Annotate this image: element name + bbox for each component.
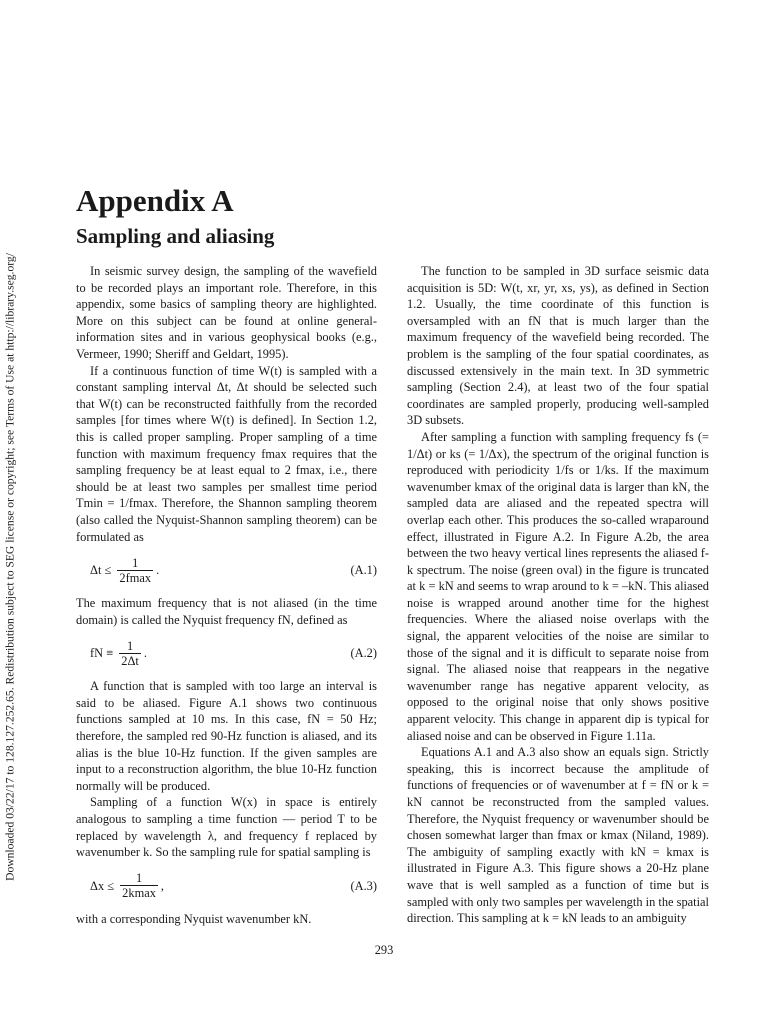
equation-a3-tail: , bbox=[160, 878, 165, 893]
page-number: 293 bbox=[374, 943, 394, 957]
equation-a1-lhs: Δt ≤ bbox=[90, 562, 115, 577]
right-paragraph-3: Equations A.1 and A.3 also show an equals sign. Strictly speaking, this is incorrect because the amplitude of functions of frequencies or of wavenumber at f = fN or k = kN cannot be reconstructed from the sampled values. Therefore, the Nyquist frequency or wavenumber should be chosen somewhat larger than fmax or kmax (Niland, 1989). The ambiguity of sampling exactly with kN = kmax is illustrated in Figure A.3. This figure shows a 20-Hz plane wave that is well sampled as a function of time but is sampled with only two samples per wavelength in the spatial direction. This sampling at k = kN leads to an ambiguity bbox=[407, 745, 709, 926]
right-column bbox=[407, 263, 709, 927]
right-paragraph-2: After sampling a function with sampling frequency fs (= 1/Δt) or ks (= 1/Δx), the spectrum of the original function is reproduced with periodicity 1/fs or 1/ks. If the maximum wavenumber kmax of the original data is larger than kN, the sampled data are aliased and the repeated spectra will overlap each other. This produces the so-called wraparound effect, illustrated in Figure A.2. In Figure A.2b, the area between the two heavy vertical lines represents the aliased f-k spectrum. The noise (green oval) in the figure is truncated at k = kN and seems to wrap around to k = –kN. This aliased noise is wrapped around another time for the highest frequencies. Where the aliased noise overlaps with the signal, the apparent velocities of the noise are similar to those of the signal and it is difficult to separate noise from signal. The aliased noise that reappears in the negative wavenumber range has negative apparent velocity, as opposed to the original noise that only shows positive apparent velocity. This change in apparent dip is typical for aliased noise and can be observed in Figure 1.11a. bbox=[407, 429, 709, 743]
left-paragraph-4: A function that is sampled with too large an interval is said to be aliased. Figure A.1 shows two continuous functions sampled at 10 ms. In this case, fN = 50 Hz; therefore, the sampled red 90-Hz function is aliased, and its alias is the blue 10-Hz function. If the given samples are input to a reconstruction algorithm, the blue 10-Hz function normally will be produced. bbox=[76, 679, 377, 793]
equation-a1-label: (A.1) bbox=[350, 563, 377, 578]
equation-a2-numerator: 1 bbox=[126, 638, 134, 653]
equation-a1-fraction bbox=[117, 556, 153, 585]
equation-a2-denominator: 2Δt bbox=[121, 653, 139, 668]
download-notice-text: Downloaded 03/22/17 to 128.127.252.65. Redistribution subject to SEG license or copyright; see Terms of Use at http://library.seg.org/ bbox=[3, 253, 17, 881]
equation-a2-lhs: fN ≡ bbox=[90, 645, 117, 660]
equation-a1-numerator: 1 bbox=[132, 555, 139, 570]
equation-a1-denominator: 2fmax bbox=[119, 570, 152, 585]
left-paragraph-1: In seismic survey design, the sampling of the wavefield to be recorded plays an important role. Therefore, in this appendix, some basics of sampling theory are highlighted. More on this subject can be found at online general-information sites and in various geophysical books (e.g., Vermeer, 1990; Sheriff and Geldart, 1995). bbox=[76, 264, 377, 361]
appendix-title: Appendix A bbox=[76, 183, 234, 218]
left-column bbox=[76, 263, 377, 927]
equation-a2-tail: . bbox=[143, 645, 147, 660]
left-paragraph-6: with a corresponding Nyquist wavenumber kN. bbox=[76, 911, 312, 926]
equation-a2 bbox=[76, 634, 377, 672]
equation-a1 bbox=[76, 551, 377, 589]
left-paragraph-2: If a continuous function of time W(t) is sampled with a constant sampling interval Δt, Δt should be selected such that W(t) can be reconstructed faithfully from the recorded samples [for times where W(t) is defined]. In Section 1.2, this is called proper sampling. Proper sampling of a time function with maximum frequency fmax requires that the sampling frequency be at least equal to 2 fmax, i.e., there should be at least two samples per smallest time period Tmin = 1/fmax. Therefore, the Shannon sampling theorem (also called the Nyquist-Shannon sampling theorem) can be formulated as bbox=[76, 363, 377, 544]
equation-a2-fraction bbox=[119, 639, 141, 668]
equation-a3-numerator: 1 bbox=[135, 871, 143, 886]
download-notice bbox=[0, 0, 20, 1024]
equation-a3-lhs: Δx ≤ bbox=[90, 878, 118, 893]
equation-a1-tail: . bbox=[156, 562, 160, 577]
equation-a3-denominator: 2kmax bbox=[122, 886, 156, 901]
equation-a2-label: (A.2) bbox=[350, 646, 377, 661]
equation-a3-fraction bbox=[120, 871, 158, 900]
left-paragraph-3: The maximum frequency that is not aliased (in the time domain) is called the Nyquist frequency fN, defined as bbox=[76, 596, 377, 627]
left-paragraph-5: Sampling of a function W(x) in space is entirely analogous to sampling a time function — period T to be replaced by wavelength λ, and frequency f replaced by wavenumber k. So the sampling rule for spatial sampling is bbox=[76, 795, 377, 860]
right-paragraph-1: The function to be sampled in 3D surface seismic data acquisition is 5D: W(t, xr, yr, xs, ys), as defined in Section 1.2. Usually, the time coordinate of this function is oversampled with an fN that is much larger than the maximum frequency of the wavefield being recorded. The problem is the sampling of the four spatial coordinates, as discussed extensively in the main text. In 3D symmetric sampling (Section 2.4), at least two of the four spatial coordinates are sampled properly, producing well-sampled 3D subsets. bbox=[407, 264, 709, 428]
equation-a3 bbox=[76, 867, 377, 905]
equation-a3-label: (A.3) bbox=[350, 878, 377, 893]
section-title: Sampling and aliasing bbox=[76, 224, 275, 248]
